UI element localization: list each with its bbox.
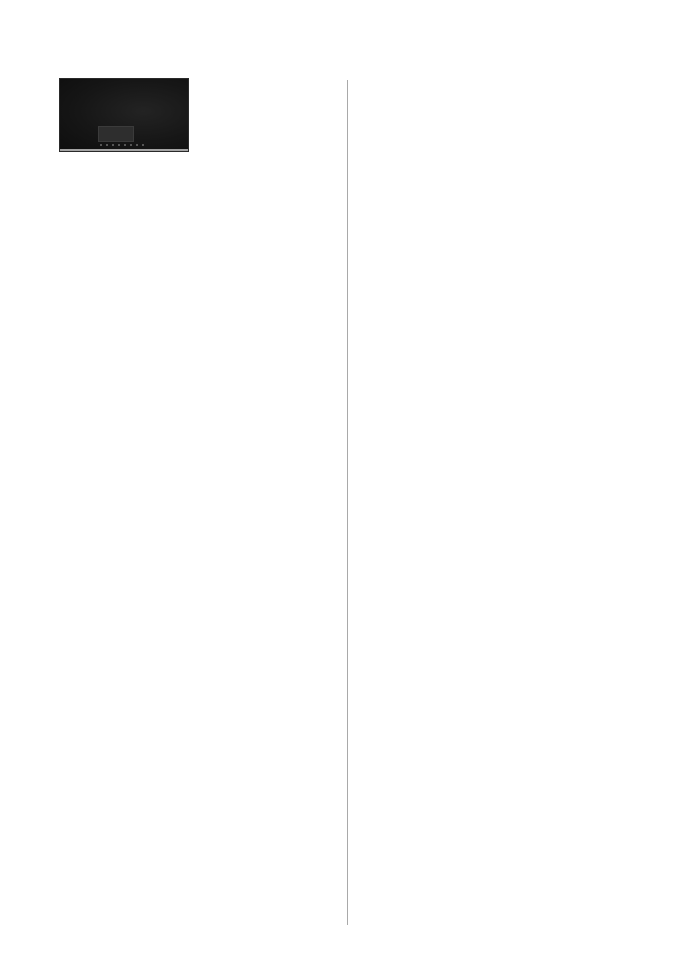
product-image (59, 78, 189, 152)
cooktop-edge (60, 149, 188, 151)
cooktop-display (98, 126, 134, 142)
left-column (59, 78, 191, 165)
column-divider (347, 80, 348, 925)
cooktop-controls (100, 144, 146, 146)
